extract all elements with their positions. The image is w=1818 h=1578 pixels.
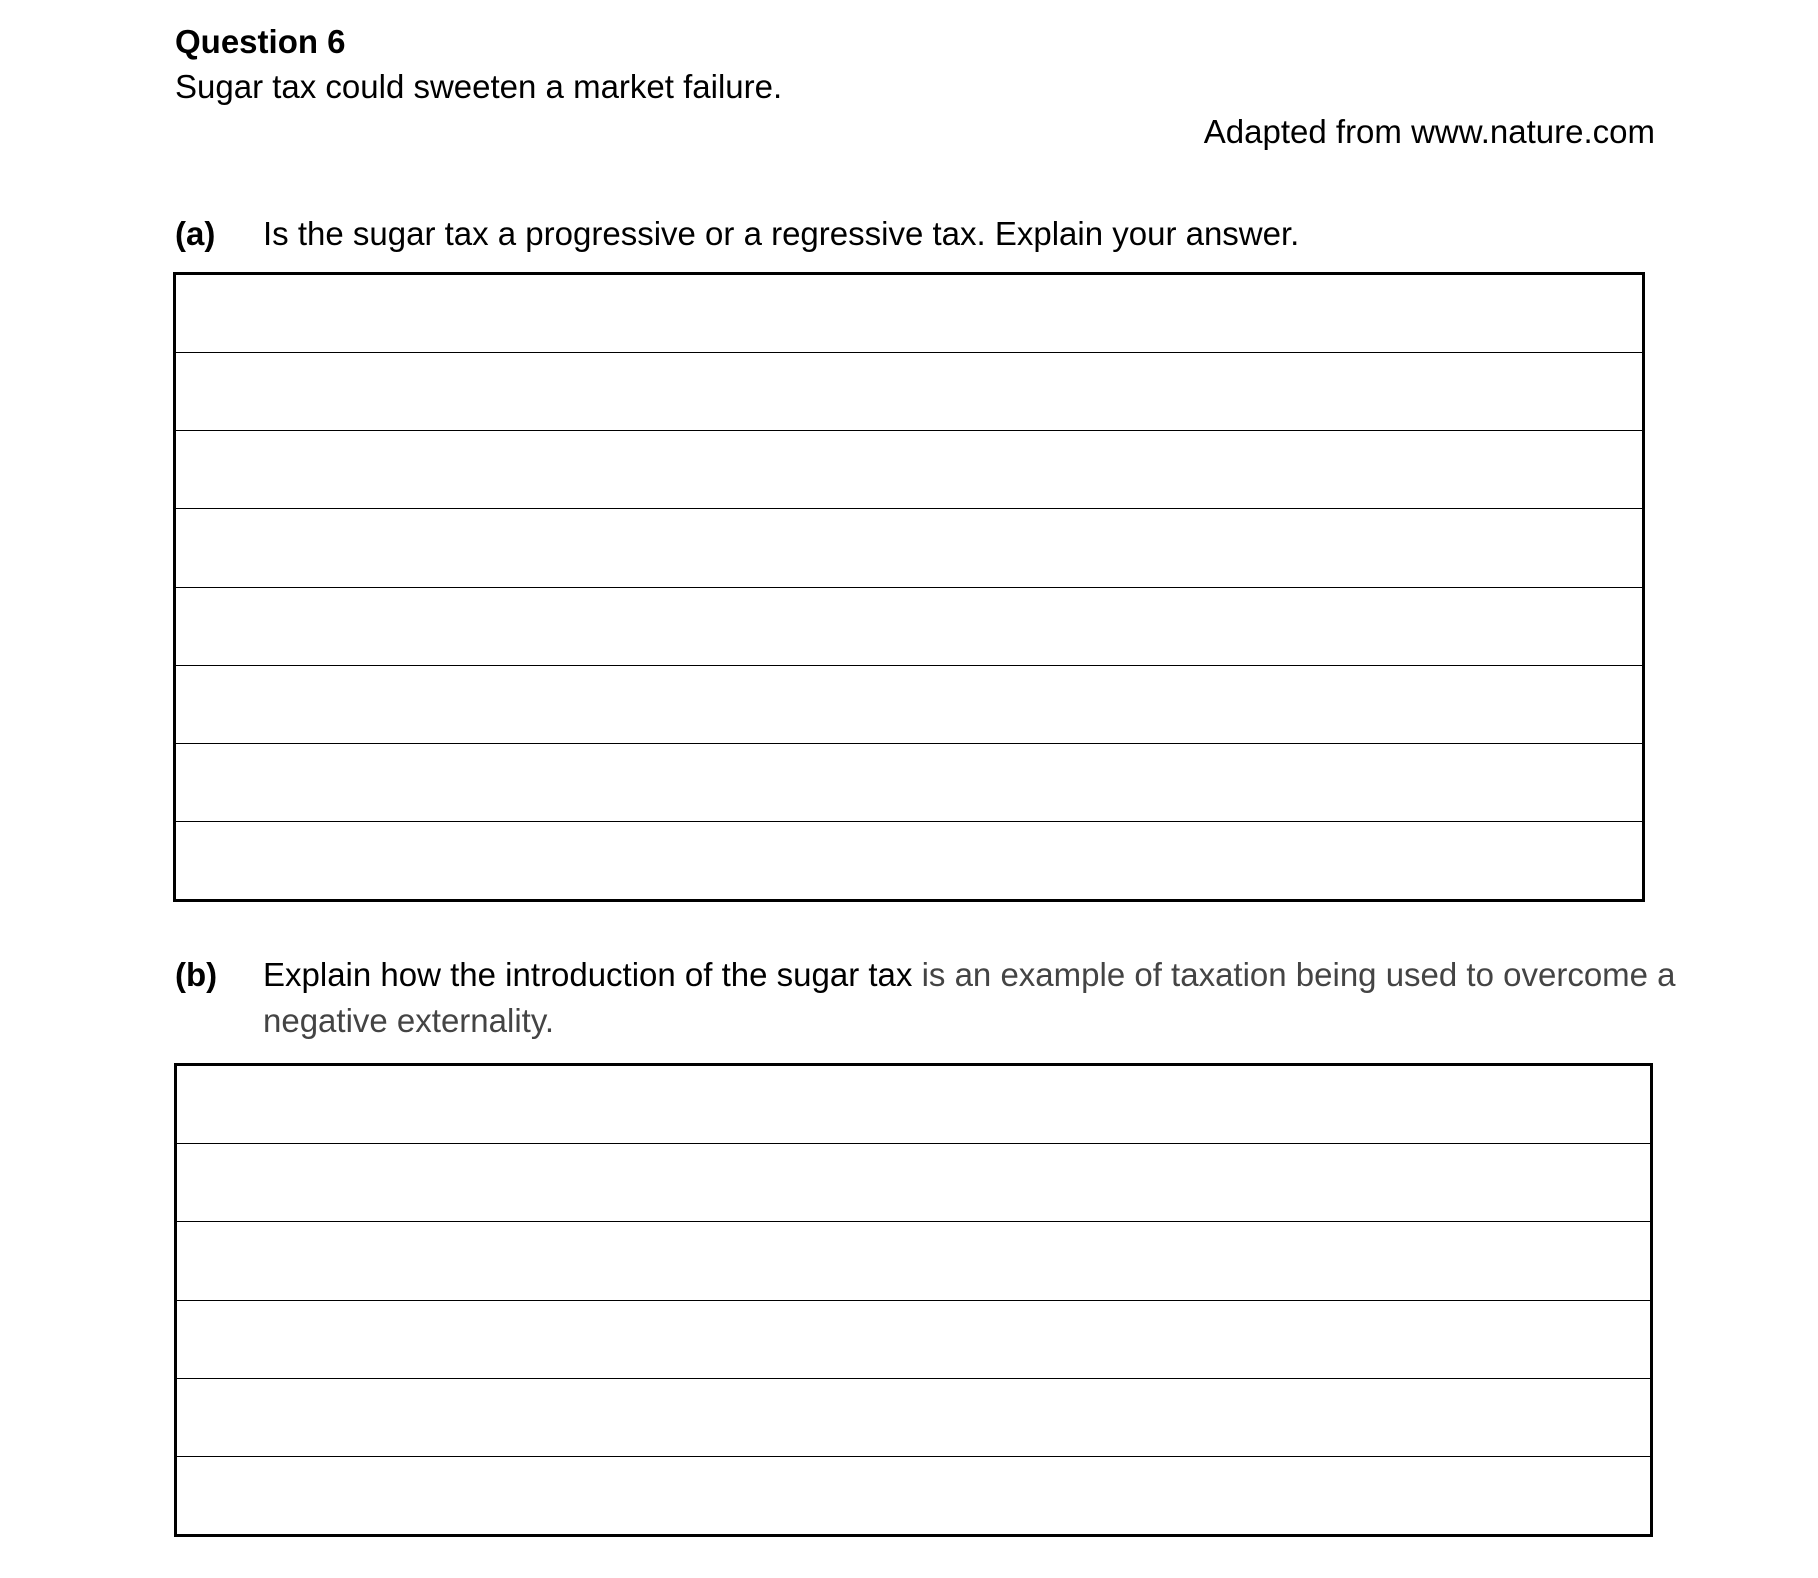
answer-line[interactable] bbox=[176, 431, 1642, 509]
part-b-question-main: Explain how the introduction of the sugar tax bbox=[263, 956, 922, 993]
answer-line[interactable] bbox=[177, 1301, 1650, 1379]
part-b-label: (b) bbox=[175, 956, 218, 993]
answer-line[interactable] bbox=[177, 1066, 1650, 1144]
answer-line[interactable] bbox=[176, 666, 1642, 744]
source-citation: Adapted from www.nature.com bbox=[1203, 113, 1655, 150]
article-headline: Sugar tax could sweeten a market failure. bbox=[175, 68, 783, 105]
part-a-label: (a) bbox=[175, 215, 216, 252]
answer-line[interactable] bbox=[176, 353, 1642, 431]
answer-line[interactable] bbox=[176, 744, 1642, 822]
part-a-answer-box[interactable] bbox=[173, 272, 1645, 902]
answer-line[interactable] bbox=[176, 275, 1642, 353]
part-b-question-rest: is an example of taxation being used to overcome a negative externality. bbox=[263, 956, 1676, 1039]
answer-line[interactable] bbox=[176, 588, 1642, 666]
answer-line[interactable] bbox=[177, 1144, 1650, 1222]
answer-line[interactable] bbox=[176, 509, 1642, 587]
answer-line[interactable] bbox=[176, 822, 1642, 899]
part-b-answer-box[interactable] bbox=[174, 1063, 1653, 1537]
part-a-question: Is the sugar tax a progressive or a regressive tax. Explain your answer. bbox=[263, 215, 1300, 252]
question-title: Question 6 bbox=[175, 23, 346, 60]
part-b-question bbox=[263, 952, 1683, 1044]
answer-line[interactable] bbox=[177, 1457, 1650, 1534]
answer-line[interactable] bbox=[177, 1222, 1650, 1300]
answer-line[interactable] bbox=[177, 1379, 1650, 1457]
